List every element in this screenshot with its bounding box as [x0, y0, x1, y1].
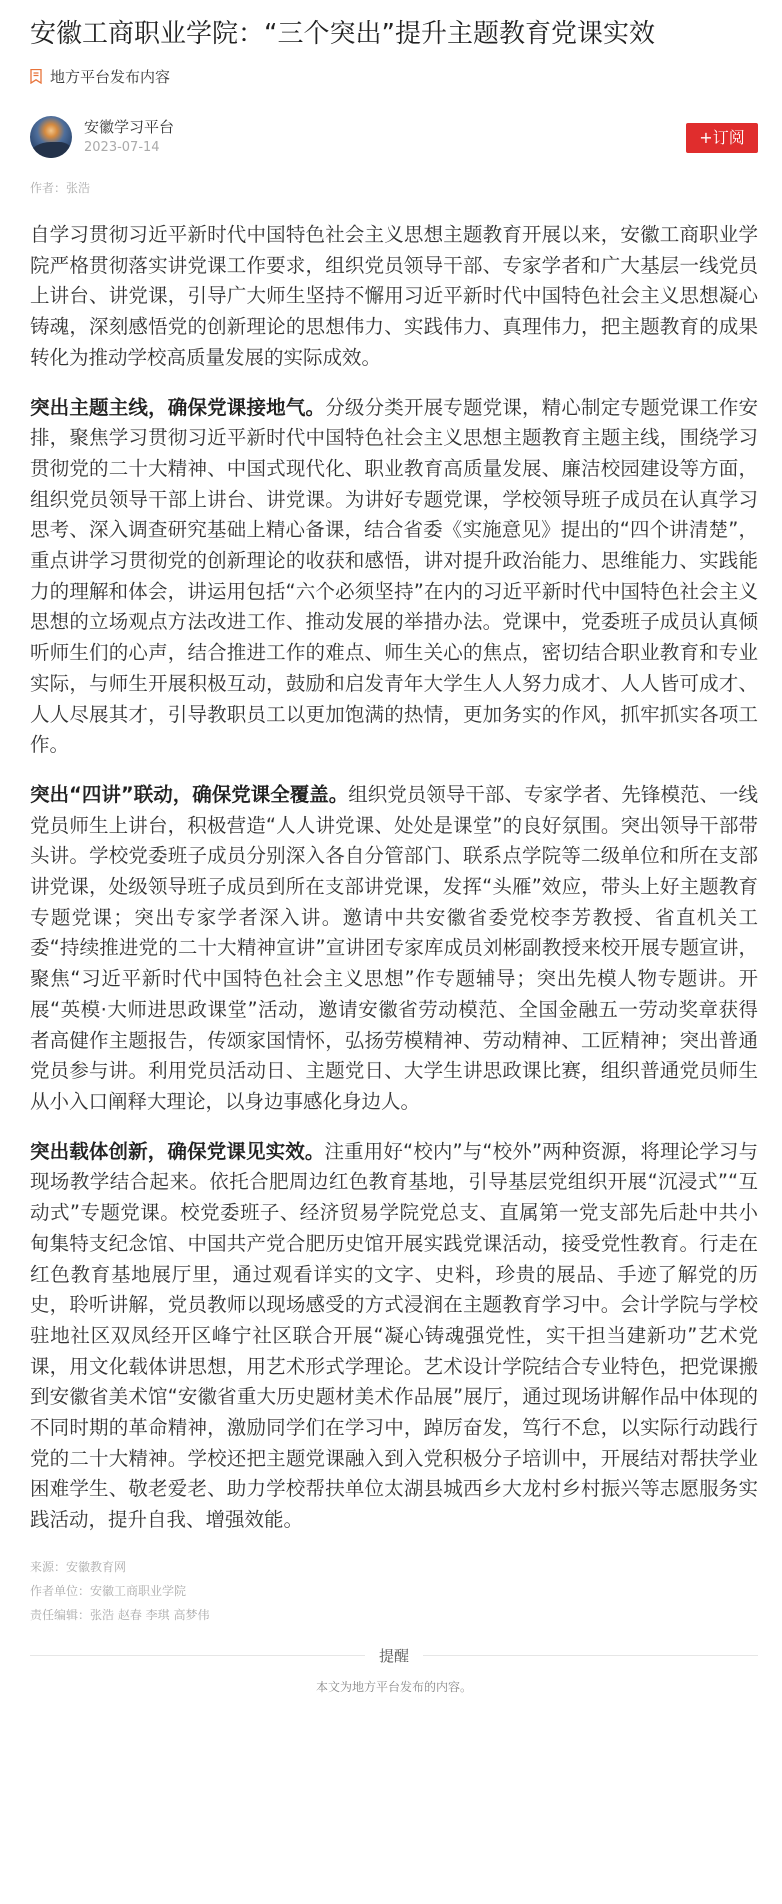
footer-editors: 责任编辑：张浩 赵春 李琪 高梦伟	[30, 1607, 210, 1622]
article-footer	[30, 1555, 758, 1627]
article-paragraph	[30, 220, 758, 374]
article-title: 安徽工商职业学院：“三个突出”提升主题教育党课实效	[30, 19, 655, 49]
account-bar	[30, 115, 758, 159]
source-tag-label: 地方平台发布内容	[50, 68, 171, 86]
source-tag	[30, 66, 758, 87]
article-byline: 作者：张浩	[30, 181, 91, 195]
article-paragraph	[30, 1137, 758, 1536]
paragraph-text: 组织党员领导干部、专家学者、先锋模范、一线党员师生上讲台，积极营造“人人讲党课、处处是课堂”的良好氛围。突出领导干部带头讲。学校党委班子成员分别深入各自分管部门、联系点学院等二级单位和所在支部讲党课，处级领导班子成员到所在支部讲党课，发挥“头雁”效应，带头上好主题教育专题党课；突出专家学者深入讲。邀请中共安徽省委党校李芳教授、省直机关工委“持续推进党的二十大精神宣讲”宣讲团专家库成员刘彬副教授来校开展专题宣讲，聚焦“习近平新时代中国特色社会主义思想”作专题辅导；突出先模人物专题讲。开展“英模·大师进思政课堂”活动，邀请安徽省劳动模范、全国金融五一劳动奖章获得者高健作主题报告，传颂家国情怀，弘扬劳模精神、劳动精神、工匠精神；突出普通党员参与讲。利用党员活动日、主题党日、大学生讲思政课比赛，组织普通党员师生从小入口阐释大理论，以身边事感化身边人。	[30, 782, 758, 1113]
article-paragraph	[30, 780, 758, 1118]
account-avatar[interactable]	[30, 116, 72, 158]
footer-source: 来源：安徽教育网	[30, 1559, 127, 1574]
reminder-title: 提醒	[365, 1645, 423, 1666]
paragraph-text: 分级分类开展专题党课，精心制定专题党课工作安排，聚焦学习贯彻习近平新时代中国特色社会主义思想主题教育主题主线，围绕学习贯彻党的二十大精神、中国式现代化、职业教育高质量发展、廉洁校园建设等方面，组织党员领导干部上讲台、讲党课。为讲好专题党课，学校领导班子成员在认真学习思考、深入调查研究基础上精心备课，结合省委《实施意见》提出的“四个讲清楚”，重点讲学习贯彻党的创新理论的收获和感悟，讲对提升政治能力、思维能力、实践能力的理解和体会，讲运用包括“六个必须坚持”在内的习近平新时代中国特色社会主义思想的立场观点方法改进工作、推动发展的举措办法。党课中，党委班子成员认真倾听师生们的心声，结合推进工作的难点、师生关心的焦点，密切结合职业教育和专业实际，与师生开展积极互动，鼓励和启发青年大学生人人努力成才、人人皆可成才、人人尽展其才，引导教职员工以更加饱满的热情，更加务实的作风，抓牢抓实各项工作。	[30, 395, 758, 757]
paragraph-lead: 突出“四讲”联动，确保党课全覆盖。	[30, 782, 349, 806]
reminder-section	[30, 1645, 758, 1695]
reminder-note: 本文为地方平台发布的内容。	[315, 1679, 472, 1694]
paragraph-lead: 突出载体创新，确保党课见实效。	[30, 1139, 325, 1163]
paragraph-text: 自学习贯彻习近平新时代中国特色社会主义思想主题教育开展以来，安徽工商职业学院严格贯彻落实讲党课工作要求，组织党员领导干部、专家学者和广大基层一线党员上讲台、讲党课，引导广大师生坚持不懈用习近平新时代中国特色社会主义思想凝心铸魂，深刻感悟党的创新理论的思想伟力、实践伟力、真理伟力，把主题教育的成果转化为推动学校高质量发展的实际成效。	[30, 223, 758, 369]
paragraph-lead: 突出主题主线，确保党课接地气。	[30, 395, 326, 419]
account-meta	[84, 117, 174, 157]
publish-date: 2023-07-14	[84, 140, 160, 155]
footer-unit: 作者单位：安徽工商职业学院	[30, 1583, 187, 1598]
article-body	[30, 220, 758, 1536]
subscribe-button[interactable]: +订阅	[686, 123, 758, 153]
account-name[interactable]: 安徽学习平台	[84, 118, 175, 136]
article-paragraph	[30, 393, 758, 761]
paragraph-text: 注重用好“校内”与“校外”两种资源，将理论学习与现场教学结合起来。依托合肥周边红色教育基地，引导基层党组织开展“沉浸式”“互动式”专题党课。校党委班子、经济贸易学院党总支、直属第一党支部先后赴中共小甸集特支纪念馆、中国共产党合肥历史馆开展实践党课活动，接受党性教育。行走在红色教育基地展厅里，通过观看详实的文字、史料，珍贵的展品、手迹了解党的历史，聆听讲解，党员教师以现场感受的方式浸润在主题教育学习中。会计学院与学校驻地社区双凤经开区峰宁社区联合开展“凝心铸魂强党性，实干担当建新功”艺术党课，用文化载体讲思想，用艺术形式学理论。艺术设计学院结合专业特色，把党课搬到安徽省美术馆“安徽省重大历史题材美术作品展”展厅，通过现场讲解作品中体现的不同时期的革命精神，激励同学们在学习中，踔厉奋发，笃行不怠，以实际行动践行党的二十大精神。学校还把主题党课融入到入党积极分子培训中，开展结对帮扶学业困难学生、敬老爱老、助力学校帮扶单位太湖县城西乡大龙村乡村振兴等志愿服务实践活动，提升自我、增强效能。	[30, 1139, 758, 1532]
bookmark-icon	[30, 69, 42, 84]
